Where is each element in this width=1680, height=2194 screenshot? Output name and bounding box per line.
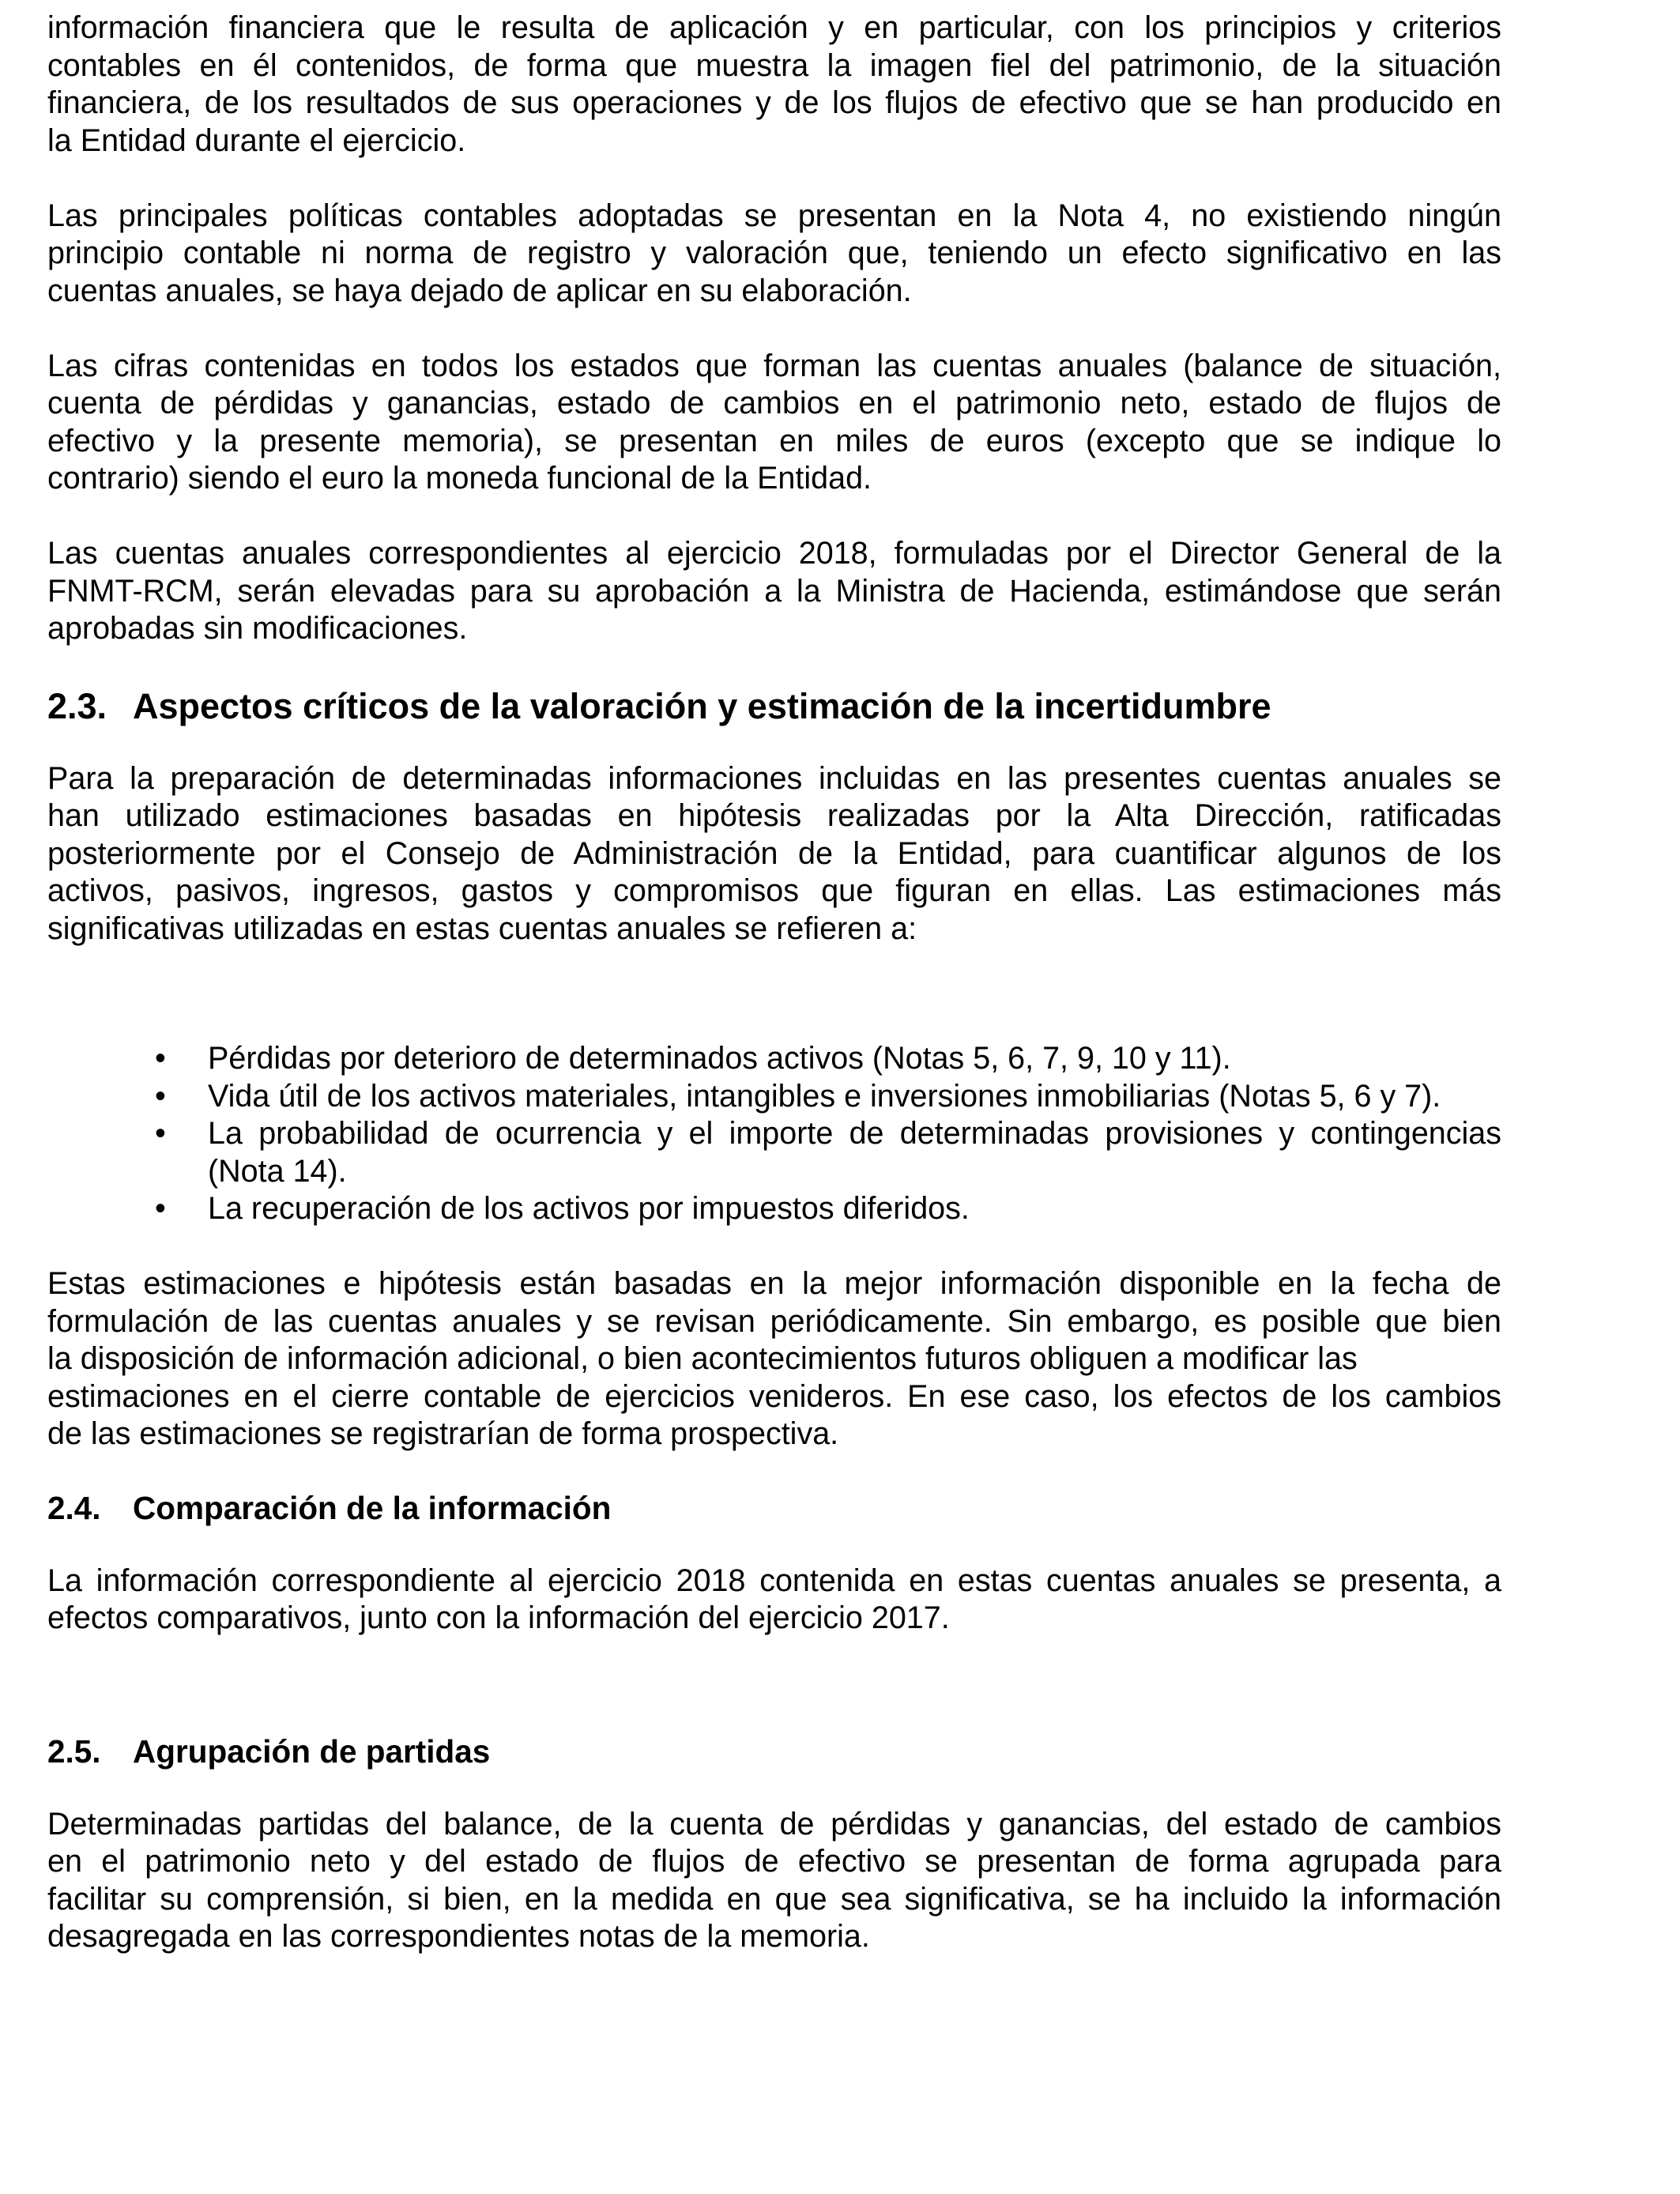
text-line: han utilizado estimaciones basadas en hipótesis realizadas por la Alta Dirección, ratificadas (47, 798, 1501, 833)
list-item (47, 1078, 1501, 1116)
text-line: Las cifras contenidas en todos los estados que forman las cuentas anuales (balance de situación, (47, 348, 1501, 383)
text-line: (Nota 14). (208, 1153, 347, 1189)
text-line: posteriormente por el Consejo de Administración de la Entidad, para cuantificar algunos de los (47, 835, 1501, 871)
text-line: contrario) siendo el euro la moneda funcional de la Entidad. (47, 461, 872, 496)
text-line: en el patrimonio neto y del estado de flujos de efectivo se presentan de forma agrupada para (47, 1844, 1501, 1879)
text-line: cuentas anuales, se haya dejado de aplicar en su elaboración. (47, 273, 912, 308)
text-line: cuenta de pérdidas y ganancias, estado de cambios en el patrimonio neto, estado de flujos de (47, 386, 1501, 420)
paragraph-4 (47, 535, 1501, 648)
section-number: 2.4. (47, 1489, 101, 1526)
list-item (47, 1115, 1501, 1190)
text-line: contables en él contenidos, de forma que muestra la imagen fiel del patrimonio, de la situación (47, 47, 1501, 83)
text-line: Determinadas partidas del balance, de la cuenta de pérdidas y ganancias, del estado de cambios (47, 1806, 1501, 1842)
spacer (47, 310, 1501, 348)
text-line: aprobadas sin modificaciones. (47, 611, 468, 646)
text-line: Pérdidas por deterioro de determinados activos (Notas 5, 6, 7, 9, 10 y 11). (208, 1041, 1231, 1076)
spacer (47, 1453, 1501, 1487)
text-line: La probabilidad de ocurrencia y el importe de determinadas provisiones y contingencias (208, 1116, 1501, 1151)
section-heading-2-5 (47, 1730, 1501, 1773)
document-page (47, 9, 1501, 1956)
text-line: estimaciones en el cierre contable de ejercicios venideros. En ese caso, los efectos de los cambios (47, 1378, 1501, 1414)
paragraph-1 (47, 9, 1501, 160)
text-line: información financiera que le resulta de aplicación y en particular, con los principios y criterios (47, 10, 1501, 45)
paragraph-2 (47, 198, 1501, 311)
bullet-icon: • (155, 1191, 166, 1226)
spacer (47, 730, 1501, 760)
spacer (47, 1773, 1501, 1806)
text-line: Las principales políticas contables adoptadas se presentan en la Nota 4, no existiendo ningún (47, 198, 1501, 233)
paragraph-6 (47, 1265, 1501, 1453)
text-line: facilitar su comprensión, si bien, en la medida en que sea significativa, se ha incluido la información (47, 1881, 1501, 1917)
text-line: FNMT-RCM, serán elevadas para su aprobación a la Ministra de Hacienda, estimándose que serán (47, 573, 1501, 609)
paragraph-3 (47, 348, 1501, 498)
text-line: efectivo y la presente memoria), se presentan en miles de euros (excepto que se indique lo (47, 423, 1501, 458)
bullet-icon: • (155, 1116, 166, 1151)
spacer (47, 160, 1501, 198)
text-line: La información correspondiente al ejercicio 2018 contenida en estas cuentas anuales se presenta, a (47, 1563, 1501, 1598)
text-line: La recuperación de los activos por impuestos diferidos. (208, 1191, 970, 1226)
text-line: de las estimaciones se registrarían de forma prospectiva. (47, 1416, 839, 1451)
list-item (47, 1190, 1501, 1228)
bullet-icon: • (155, 1041, 166, 1076)
spacer (47, 1638, 1501, 1730)
estimates-list (47, 1040, 1501, 1228)
text-line: financiera, de los resultados de sus operaciones y de los flujos de efectivo que se han producido en (47, 85, 1501, 120)
text-line: la disposición de información adicional, o bien acontecimientos futuros obliguen a modificar las (47, 1341, 1358, 1376)
paragraph-8 (47, 1806, 1501, 1956)
section-heading-2-3 (47, 683, 1501, 730)
spacer (47, 948, 1501, 1040)
spacer (47, 1529, 1501, 1563)
text-line: principio contable ni norma de registro y valoración que, teniendo un efecto significativo en las (47, 236, 1501, 270)
text-line: Estas estimaciones e hipótesis están basadas en la mejor información disponible en la fecha de (47, 1266, 1501, 1301)
text-line: la Entidad durante el ejercicio. (47, 123, 466, 158)
text-line: formulación de las cuentas anuales y se revisan periódicamente. Sin embargo, es posible que bien (47, 1303, 1501, 1339)
text-line: significativas utilizadas en estas cuentas anuales se refieren a: (47, 910, 917, 946)
text-line: Las cuentas anuales correspondientes al ejercicio 2018, formuladas por el Director General de la (47, 536, 1501, 571)
section-title: Aspectos críticos de la valoración y estimación de la incertidumbre (133, 685, 1271, 726)
paragraph-5 (47, 760, 1501, 948)
section-title: Comparación de la información (133, 1489, 612, 1526)
paragraph-7 (47, 1563, 1501, 1638)
spacer (47, 1228, 1501, 1266)
text-line: efectos comparativos, junto con la información del ejercicio 2017. (47, 1600, 950, 1635)
section-number: 2.3. (47, 685, 107, 726)
spacer (47, 498, 1501, 536)
list-item (47, 1040, 1501, 1078)
section-heading-2-4 (47, 1487, 1501, 1529)
text-line: activos, pasivos, ingresos, gastos y compromisos que figuran en ellas. Las estimaciones más (47, 873, 1501, 908)
section-title: Agrupación de partidas (133, 1732, 491, 1770)
section-number: 2.5. (47, 1732, 101, 1770)
text-line: Para la preparación de determinadas informaciones incluidas en las presentes cuentas anuales se (47, 760, 1501, 796)
spacer (47, 648, 1501, 683)
text-line: Vida útil de los activos materiales, intangibles e inversiones inmobiliarias (Notas 5, 6 y 7). (208, 1078, 1441, 1114)
text-line: desagregada en las correspondientes notas de la memoria. (47, 1919, 870, 1954)
bullet-icon: • (155, 1078, 166, 1114)
